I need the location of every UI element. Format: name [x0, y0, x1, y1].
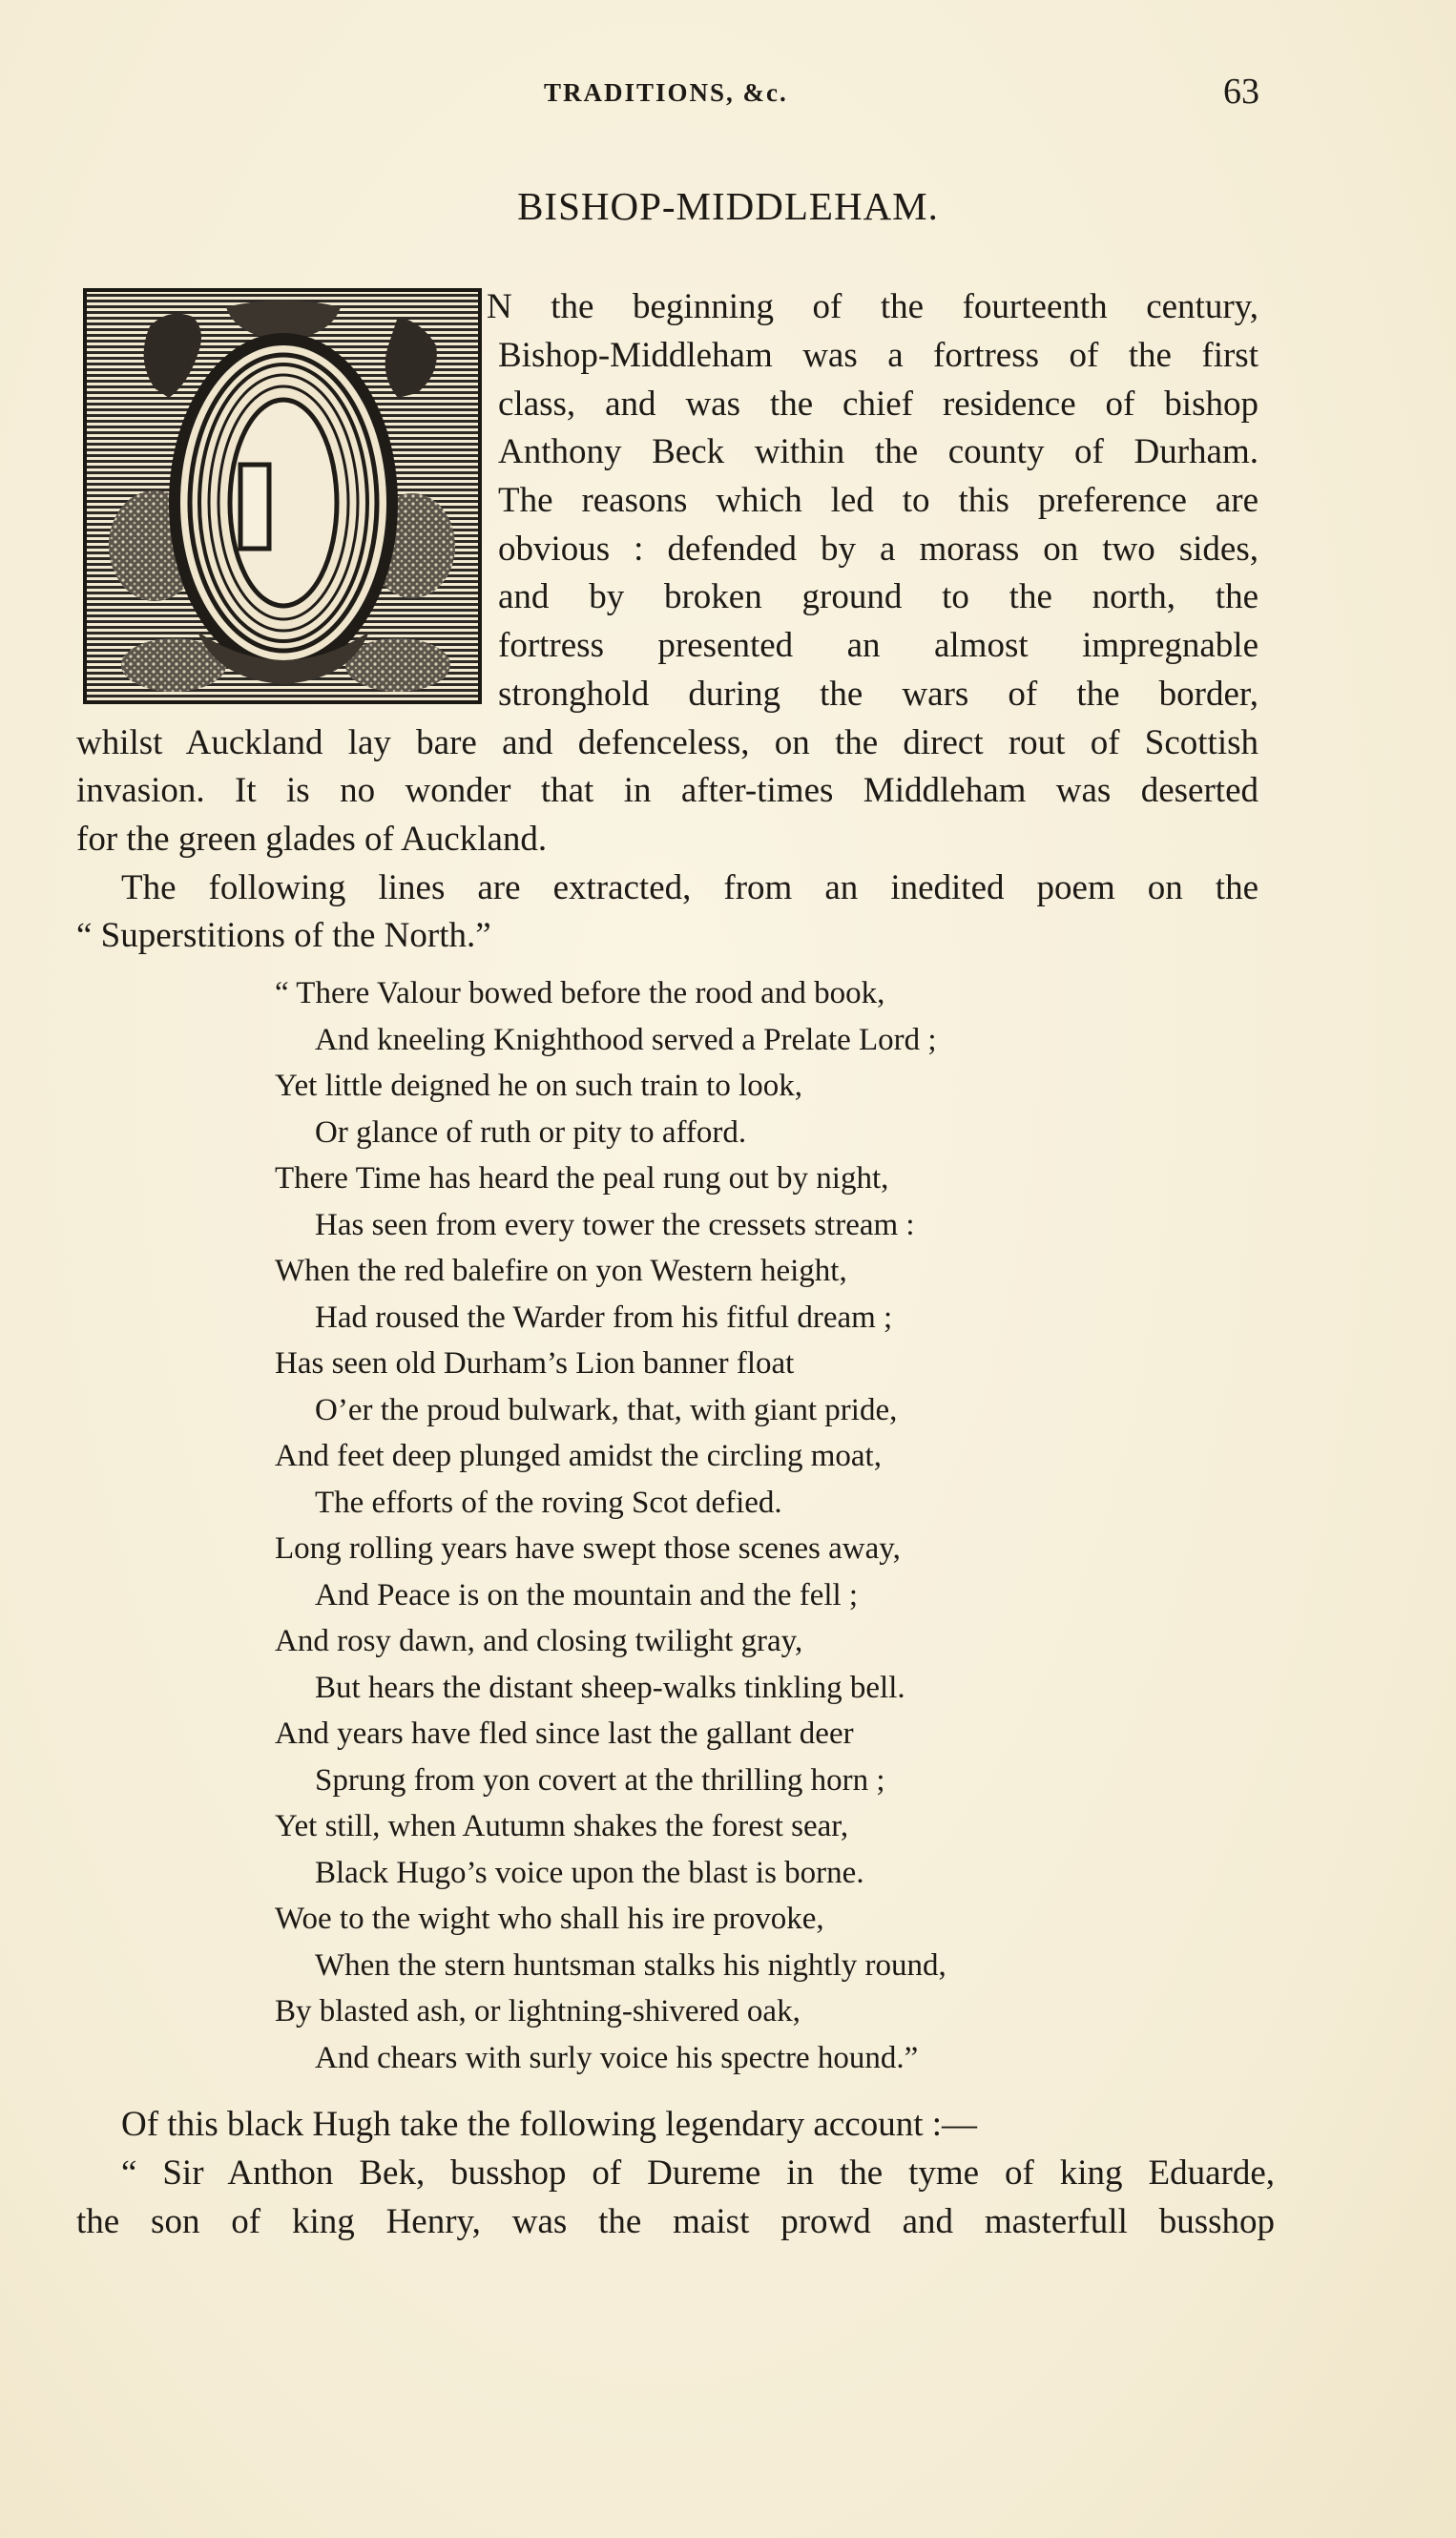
poem-line: Or glance of ruth or pity to afford.: [315, 1115, 747, 1150]
drop-cap-engraving-icon: [83, 288, 482, 704]
poem-line: And kneeling Knighthood served a Prelate Lord ;: [315, 1023, 937, 1057]
closing-line: the son of king Henry, was the maist prowd and masterfull busshop: [76, 2202, 1275, 2241]
closing-line: “ Sir Anthon Bek, busshop of Dureme in the tyme of king Eduarde,: [121, 2153, 1275, 2193]
poem-line: When the stern huntsman stalks his nightly round,: [315, 1948, 946, 1983]
poem-line: O’er the proud bulwark, that, with giant pride,: [315, 1393, 898, 1427]
intro-line: N the beginning of the fourteenth century,: [487, 287, 1258, 326]
section-title: BISHOP-MIDDLEHAM.: [517, 184, 939, 228]
poem-line: Woe to the wight who shall his ire provoke,: [275, 1902, 824, 1936]
intro-line: stronghold during the wars of the border,: [498, 675, 1258, 714]
closing-line: Of this black Hugh take the following legendary account :—: [121, 2105, 977, 2144]
poem-line: And rosy dawn, and closing twilight gray,: [275, 1624, 803, 1658]
poem-line: Sprung from yon covert at the thrilling horn ;: [315, 1763, 885, 1798]
poem-line: Yet still, when Autumn shakes the forest sear,: [275, 1809, 849, 1843]
intro-line: Anthony Beck within the county of Durham.: [498, 432, 1258, 471]
intro-line: class, and was the chief residence of bishop: [498, 385, 1258, 424]
intro-line: fortress presented an almost impregnable: [498, 626, 1258, 665]
intro-line: for the green glades of Auckland.: [76, 820, 548, 859]
intro-line: and by broken ground to the north, the: [498, 577, 1258, 616]
following-line: “ Superstitions of the North.”: [76, 916, 491, 955]
poem-line: The efforts of the roving Scot defied.: [315, 1486, 782, 1520]
intro-line: invasion. It is no wonder that in after-times Middleham was deserted: [76, 771, 1258, 810]
poem-line: And chears with surly voice his spectre hound.”: [315, 2041, 919, 2075]
poem-line: Had roused the Warder from his fitful dream ;: [315, 1300, 893, 1335]
poem-line: There Time has heard the peal rung out by night,: [275, 1161, 889, 1196]
poem-line: By blasted ash, or lightning-shivered oak,: [275, 1994, 801, 2028]
poem-line: When the red balefire on yon Western height,: [275, 1254, 847, 1288]
poem-line: Long rolling years have swept those scenes away,: [275, 1531, 901, 1566]
poem-line: And Peace is on the mountain and the fell ;: [315, 1578, 859, 1612]
poem-line: Yet little deigned he on such train to look,: [275, 1069, 802, 1103]
poem-line: And years have fled since last the gallant deer: [275, 1716, 854, 1751]
poem-line: And feet deep plunged amidst the circling moat,: [275, 1439, 882, 1473]
drop-cap-ornament: [83, 288, 482, 704]
following-line: The following lines are extracted, from an inedited poem on the: [121, 868, 1258, 907]
running-head: TRADITIONS, &c.: [544, 78, 788, 107]
page-number: 63: [1223, 72, 1259, 112]
intro-line: The reasons which led to this preference are: [498, 481, 1258, 520]
poem-line: Has seen old Durham’s Lion banner float: [275, 1346, 795, 1381]
poem-line: “ There Valour bowed before the rood and book,: [275, 976, 885, 1010]
poem-line: But hears the distant sheep-walks tinkling bell.: [315, 1671, 905, 1705]
intro-line: Bishop-Middleham was a fortress of the first: [498, 336, 1258, 375]
poem-line: Has seen from every tower the cressets stream :: [315, 1208, 915, 1242]
intro-line: obvious : defended by a morass on two sides,: [498, 530, 1258, 569]
poem-line: Black Hugo’s voice upon the blast is borne.: [315, 1856, 864, 1890]
intro-line: whilst Auckland lay bare and defenceless, on the direct rout of Scottish: [76, 723, 1258, 762]
